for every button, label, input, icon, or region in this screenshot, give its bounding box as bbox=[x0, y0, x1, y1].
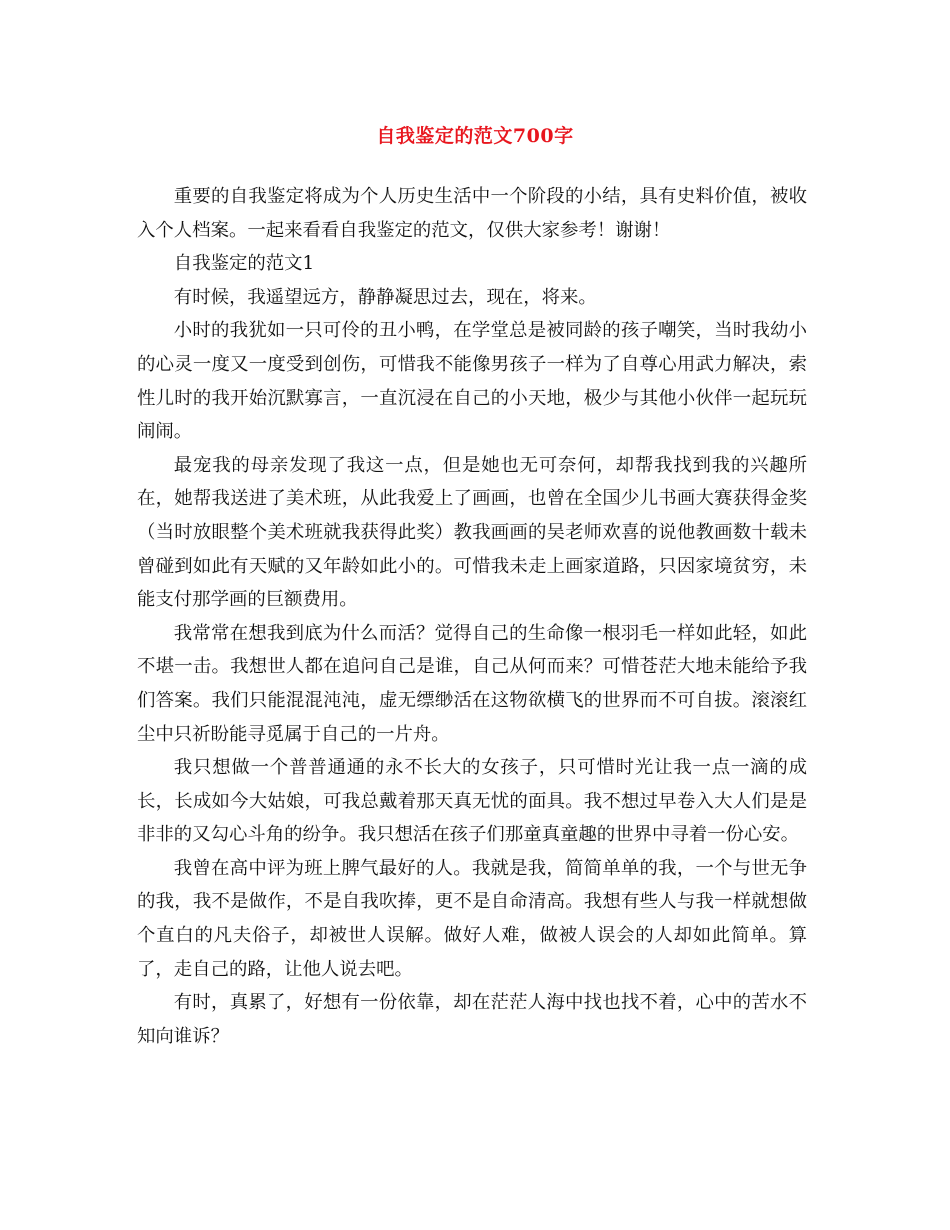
paragraph: 有时，真累了，好想有一份依靠，却在茫茫人海中找也找不着，心中的苦水不知向谁诉？ bbox=[137, 992, 807, 1047]
document-title: 自我鉴定的范文700字 bbox=[376, 125, 574, 147]
paragraph: 有时候，我遥望远方，静静凝思过去，现在，将来。 bbox=[173, 286, 597, 308]
paragraph: 小时的我犹如一只可伶的丑小鸭，在学堂总是被同龄的孩子嘲笑，当时我幼小的心灵一度又一度受到创伤，可惜我不能像男孩子一样为了自尊心用武力解决，索性儿时的我开始沉默寡言，一直沉浸在自己的小天地，极少与其他小伙伴一起玩玩闹闹。 bbox=[137, 320, 807, 443]
paragraph: 我曾在高中评为班上脾气最好的人。我就是我，简简单单的我，一个与世无争的我，我不是做作，不是自我吹捧，更不是自命清高。我想有些人与我一样就想做个直白的凡夫俗子，却被世人误解。做好人难，做被人误会的人却如此简单。算了，走自己的路，让他人说去吧。 bbox=[137, 857, 807, 980]
paragraph: 我常常在想我到底为什么而活？觉得自己的生命像一根羽毛一样如此轻，如此不堪一击。我想世人都在追问自己是谁，自己从何而来？可惜苍茫大地未能给予我们答案。我们只能混混沌沌，虚无缥缈活在这物欲横飞的世界而不可自拔。滚滚红尘中只祈盼能寻觅属于自己的一片舟。 bbox=[137, 622, 807, 745]
section-heading: 自我鉴定的范文1 bbox=[173, 253, 315, 275]
paragraph: 我只想做一个普普通通的永不长大的女孩子，只可惜时光让我一点一滴的成长，长成如今大姑娘，可我总戴着那天真无忧的面具。我不想过早卷入大人们是是非非的又勾心斗角的纷争。我只想活在孩子们那童真童趣的世界中寻着一份心安。 bbox=[137, 757, 807, 846]
paragraph-intro: 重要的自我鉴定将成为个人历史生活中一个阶段的小结，具有史料价值，被收入个人档案。一起来看看自我鉴定的范文，仅供大家参考！谢谢！ bbox=[137, 186, 807, 241]
paragraph: 最宠我的母亲发现了我这一点，但是她也无可奈何，却帮我找到我的兴趣所在，她帮我送进了美术班，从此我爱上了画画，也曾在全国少儿书画大赛获得金奖（当时放眼整个美术班就我获得此奖）教我画画的吴老师欢喜的说他教画数十载未曾碰到如此有天赋的又年龄如此小的。可惜我未走上画家道路，只因家境贫穷，未能支付那学画的巨额费用。 bbox=[137, 454, 807, 611]
document-body bbox=[137, 180, 807, 1053]
